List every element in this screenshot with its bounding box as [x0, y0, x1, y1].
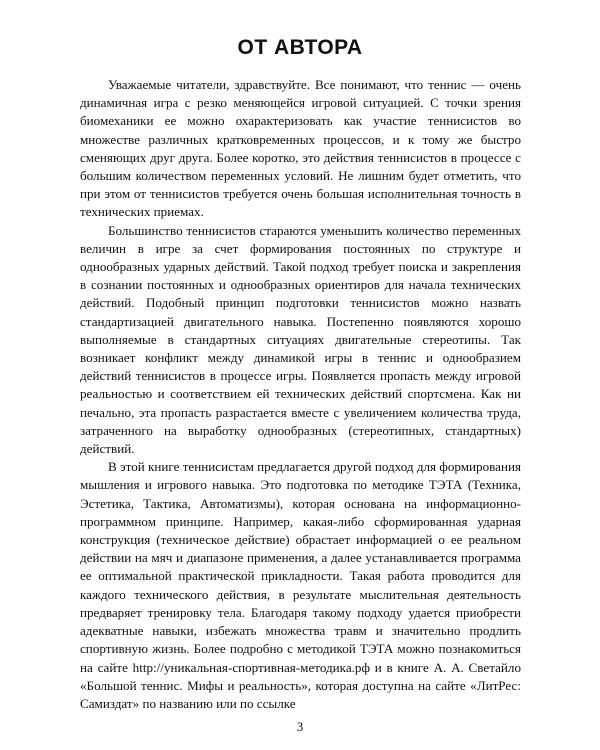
chapter-title: ОТ АВТОРА: [237, 36, 363, 59]
paragraph-1: Уважаемые читатели, здравствуйте. Все понимают, что теннис — очень динамичная игра с резко меняющейся игровой ситуацией. С точки зрения биомеханики ее можно охарактеризовать как участие теннисистов во множестве различных кратковременных процессов, и к тому же быстро сменяющих друг друга. Более коротко, это действия теннисистов в процессе с большим количеством переменных условий. Не лишним будет отметить, что при этом от теннисистов требуется очень большая исполнительная точность в технических приемах.: [80, 77, 521, 220]
paragraph-3: В этой книге теннисистам предлагается другой подход для формирования мышления и игрового навыка. Это подготовка по методике ТЭТА (Техника, Эстетика, Тактика, Автоматизмы), которая основана на информационно-программном принципе. Например, какая-либо сформированная ударная конструкция (техническое действие) обрастает информацией о ее реальном действии на мяч и диапазоне применения, а далее устанавливается программа ее оптимальной практической прикладности. Такая работа проводится для каждого технического действия, в результате мыслительная деятельность предваряет тренировку тела. Благодаря такому подходу удается приобрести адекватные навыки, избежать множества травм и значительно продлить спортивную жизнь. Более подробно с методикой ТЭТА можно познакомиться на сайте http://уникальная-спортивная-методика.рф и в книге А. А. Светайло «Большой теннис. Мифы и реальность», которая доступна на сайте «ЛитРес: Самиздат» по названию или по ссылке: [80, 459, 521, 711]
body-text: [80, 76, 521, 713]
paragraph-2: Большинство теннисистов стараются уменьшить количество переменных величин в игре за счет формирования постоянных по структуре и однообразных ударных действий. Такой подход требует поиска и закрепления в сознании постоянных и однообразных ориентиров для начала технических действий. Подобный принцип подготовки теннисистов можно назвать стандартизацией двигательного навыка. Постепенно появляются хорошо выполняемые в стандартных ситуациях двигательные стереотипы. Так возникает конфликт между динамикой игры в теннис и однообразием действий теннисистов в процессе игры. Появляется пропасть между игровой реальностью и соответствием ей технических действий спортсмена. Как ни печально, эта пропасть разрастается вместе с увеличением количества труда, затраченного на выработку однообразных (стереотипных, стандартных) действий.: [80, 222, 521, 457]
page-number: 3: [296, 719, 304, 734]
